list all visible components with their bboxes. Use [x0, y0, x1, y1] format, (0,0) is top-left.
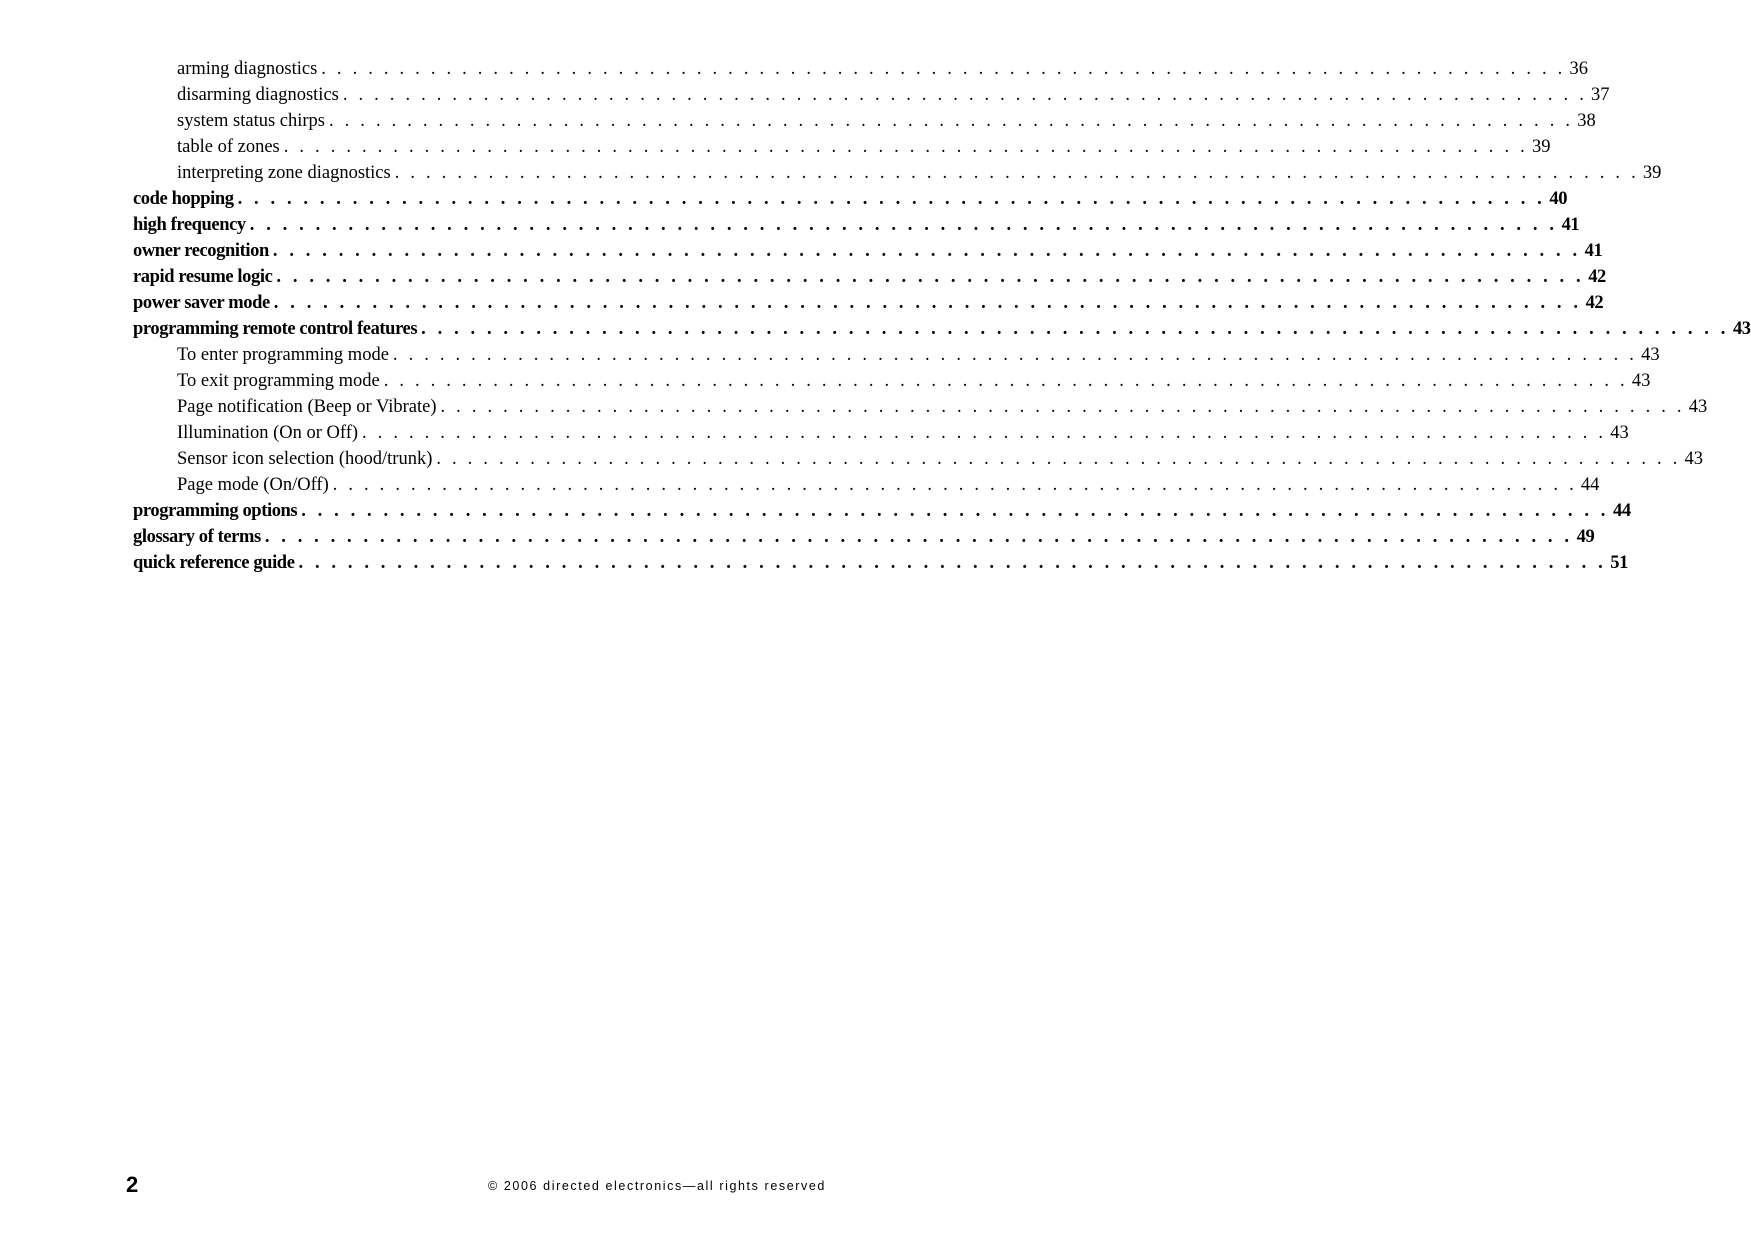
- toc-entry-label: code hopping: [133, 189, 234, 209]
- toc-entry-page: 38: [1577, 111, 1596, 131]
- toc-entry-label: high frequency: [133, 215, 246, 235]
- toc-entry: [133, 342, 1660, 368]
- toc-entry-label: Sensor icon selection (hood/trunk): [177, 449, 433, 469]
- toc-entry: [133, 316, 1751, 342]
- toc-entry-page: 42: [1588, 267, 1606, 287]
- dot-leader: . . . . . . . . . . . . . . . . . . . . . . . . . . . . . . . . . . . . . . . . . . . . . . . . . . . . . . . . . . . . . . . . . . . . . . . . . . . . . . . .: [272, 241, 1581, 261]
- dot-leader: . . . . . . . . . . . . . . . . . . . . . . . . . . . . . . . . . . . . . . . . . . . . . . . . . . . . . . . . . . . . . . . . . . . . . . . . . . . . . . . .: [249, 215, 1558, 235]
- dot-leader: . . . . . . . . . . . . . . . . . . . . . . . . . . . . . . . . . . . . . . . . . . . . . . . . . . . . . . . . . . . . . . . . . . . . . . . . . . . . . . . .: [362, 423, 1607, 443]
- toc-entry: [133, 446, 1704, 472]
- toc-entry-label: programming options: [133, 501, 298, 521]
- toc-entry-label: To enter programming mode: [177, 345, 389, 365]
- toc-entry-page: 36: [1569, 59, 1588, 79]
- toc-entry-page: 44: [1613, 501, 1631, 521]
- toc-entry-page: 43: [1641, 345, 1660, 365]
- toc-entry: [133, 186, 1568, 212]
- dot-leader: . . . . . . . . . . . . . . . . . . . . . . . . . . . . . . . . . . . . . . . . . . . . . . . . . . . . . . . . . . . . . . . . . . . . . . . . . . . . . . . .: [436, 449, 1681, 469]
- toc-entry: [133, 108, 1596, 134]
- toc-entry-label: arming diagnostics: [177, 59, 318, 79]
- toc-entry-page: 43: [1631, 371, 1651, 391]
- dot-leader: . . . . . . . . . . . . . . . . . . . . . . . . . . . . . . . . . . . . . . . . . . . . . . . . . . . . . . . . . . . . . . . . . . . . . . . . . . . . . . . .: [342, 85, 1588, 105]
- dot-leader: . . . . . . . . . . . . . . . . . . . . . . . . . . . . . . . . . . . . . . . . . . . . . . . . . . . . . . . . . . . . . . . . . . . . . . . . . . . . . . . .: [440, 397, 1685, 417]
- toc-entry: [133, 550, 1628, 576]
- toc-entry: [133, 238, 1603, 264]
- dot-leader: . . . . . . . . . . . . . . . . . . . . . . . . . . . . . . . . . . . . . . . . . . . . . . . . . . . . . . . . . . . . . . . . . . . . . . . . . . . . . . . .: [383, 371, 1628, 391]
- toc-entry: [133, 498, 1631, 524]
- dot-leader: . . . . . . . . . . . . . . . . . . . . . . . . . . . . . . . . . . . . . . . . . . . . . . . . . . . . . . . . . . . . . . . . . . . . . . . . . . . . . . . .: [298, 553, 1607, 573]
- toc-entry-page: 41: [1561, 215, 1580, 235]
- toc-entry: [133, 212, 1580, 238]
- toc-entry-label: table of zones: [177, 137, 280, 157]
- toc-entry: [133, 394, 1708, 420]
- toc-entry-label: power saver mode: [133, 293, 270, 313]
- dot-leader: . . . . . . . . . . . . . . . . . . . . . . . . . . . . . . . . . . . . . . . . . . . . . . . . . . . . . . . . . . . . . . . . . . . . . . . . . . . . . . . .: [276, 267, 1585, 287]
- toc-entry-page: 43: [1610, 423, 1629, 443]
- toc-entry-label: system status chirps: [177, 111, 325, 131]
- toc-entry: [133, 264, 1606, 290]
- dot-leader: . . . . . . . . . . . . . . . . . . . . . . . . . . . . . . . . . . . . . . . . . . . . . . . . . . . . . . . . . . . . . . . . . . . . . . . . . . . . . . . .: [273, 293, 1582, 313]
- dot-leader: . . . . . . . . . . . . . . . . . . . . . . . . . . . . . . . . . . . . . . . . . . . . . . . . . . . . . . . . . . . . . . . . . . . . . . . . . . . . . . . .: [321, 59, 1566, 79]
- page-number: 2: [126, 1172, 139, 1197]
- toc-entry-label: To exit programming mode: [177, 371, 380, 391]
- table-of-contents: [133, 56, 1751, 576]
- dot-leader: . . . . . . . . . . . . . . . . . . . . . . . . . . . . . . . . . . . . . . . . . . . . . . . . . . . . . . . . . . . . . . . . . . . . . . . . . . . . . . . .: [394, 163, 1639, 183]
- toc-entry: [133, 134, 1551, 160]
- toc-entry-page: 44: [1580, 475, 1600, 495]
- toc-entry-label: programming remote control features: [133, 319, 418, 339]
- toc-entry-page: 43: [1732, 319, 1751, 339]
- toc-entry-page: 49: [1576, 527, 1595, 547]
- toc-entry-page: 39: [1531, 137, 1551, 157]
- toc-entry: [133, 472, 1600, 498]
- toc-entry-label: Page notification (Beep or Vibrate): [177, 397, 437, 417]
- toc-entry-label: quick reference guide: [133, 553, 295, 573]
- dot-leader: . . . . . . . . . . . . . . . . . . . . . . . . . . . . . . . . . . . . . . . . . . . . . . . . . . . . . . . . . . . . . . . . . . . . . . . . . . . . . . . .: [283, 137, 1528, 157]
- dot-leader: . . . . . . . . . . . . . . . . . . . . . . . . . . . . . . . . . . . . . . . . . . . . . . . . . . . . . . . . . . . . . . . . . . . . . . . . . . . . . . . .: [421, 319, 1729, 339]
- toc-entry-label: owner recognition: [133, 241, 269, 261]
- dot-leader: . . . . . . . . . . . . . . . . . . . . . . . . . . . . . . . . . . . . . . . . . . . . . . . . . . . . . . . . . . . . . . . . . . . . . . . . . . . . . . . .: [332, 475, 1577, 495]
- toc-entry-page: 41: [1584, 241, 1603, 261]
- toc-entry-page: 43: [1684, 449, 1704, 469]
- dot-leader: . . . . . . . . . . . . . . . . . . . . . . . . . . . . . . . . . . . . . . . . . . . . . . . . . . . . . . . . . . . . . . . . . . . . . . . . . . . . . . . .: [329, 111, 1574, 131]
- copyright-notice: © 2006 directed electronics—all rights reserved: [487, 1179, 826, 1193]
- dot-leader: . . . . . . . . . . . . . . . . . . . . . . . . . . . . . . . . . . . . . . . . . . . . . . . . . . . . . . . . . . . . . . . . . . . . . . . . . . . . . . . .: [237, 189, 1546, 209]
- toc-entry-page: 42: [1585, 293, 1604, 313]
- dot-leader: . . . . . . . . . . . . . . . . . . . . . . . . . . . . . . . . . . . . . . . . . . . . . . . . . . . . . . . . . . . . . . . . . . . . . . . . . . . . . . . .: [301, 501, 1610, 521]
- toc-entry: [133, 368, 1651, 394]
- toc-entry-label: Page mode (On/Off): [177, 475, 329, 495]
- toc-entry-label: rapid resume logic: [133, 267, 273, 287]
- toc-entry: [133, 420, 1629, 446]
- toc-entry-page: 37: [1591, 85, 1610, 105]
- toc-entry-label: interpreting zone diagnostics: [177, 163, 391, 183]
- toc-entry-page: 51: [1610, 553, 1628, 573]
- toc-entry-label: disarming diagnostics: [177, 85, 339, 105]
- dot-leader: . . . . . . . . . . . . . . . . . . . . . . . . . . . . . . . . . . . . . . . . . . . . . . . . . . . . . . . . . . . . . . . . . . . . . . . . . . . . . . . .: [264, 527, 1573, 547]
- toc-entry-page: 39: [1642, 163, 1662, 183]
- dot-leader: . . . . . . . . . . . . . . . . . . . . . . . . . . . . . . . . . . . . . . . . . . . . . . . . . . . . . . . . . . . . . . . . . . . . . . . . . . . . . . . .: [392, 345, 1638, 365]
- toc-entry-page: 40: [1549, 189, 1568, 209]
- toc-entry: [133, 82, 1610, 108]
- toc-entry: [133, 56, 1588, 82]
- toc-entry: [133, 160, 1662, 186]
- toc-entry-page: 43: [1688, 397, 1708, 417]
- toc-entry: [133, 290, 1604, 316]
- toc-entry-label: Illumination (On or Off): [177, 423, 359, 443]
- toc-entry-label: glossary of terms: [133, 527, 261, 547]
- toc-entry: [133, 524, 1595, 550]
